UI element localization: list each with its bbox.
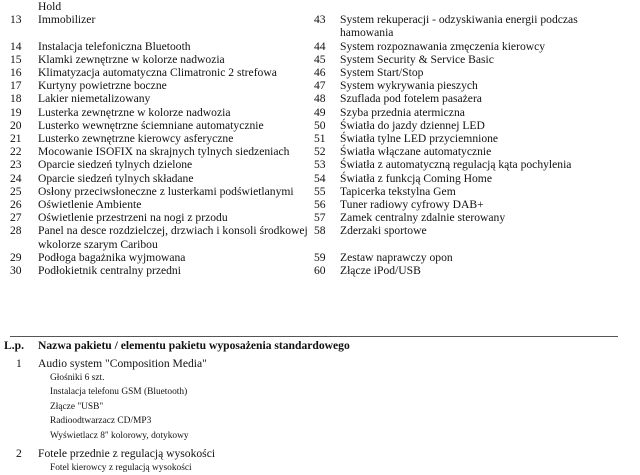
item-number: 24	[10, 171, 22, 185]
table-row	[0, 132, 620, 145]
item-label: Zderzaki sportowe	[340, 224, 427, 238]
table-row	[0, 264, 620, 277]
item-number: 19	[10, 105, 22, 119]
table-row	[0, 79, 620, 92]
table-row	[0, 92, 620, 105]
package-subitem: Fotel kierowcy z regulacją wysokości	[50, 463, 192, 474]
package-item	[0, 447, 620, 461]
item-label: Światła tylne LED przyciemnione	[340, 132, 499, 146]
item-label: Lusterko zewnętrzne kierowcy asferyczne	[38, 132, 234, 146]
package-subitem: Radioodtwarzacz CD/MP3	[50, 416, 152, 427]
table-row	[0, 106, 620, 119]
item-number: 29	[10, 250, 22, 264]
table-row	[0, 13, 620, 39]
item-number: 15	[10, 52, 22, 66]
item-number: 48	[314, 92, 326, 106]
table-row	[0, 119, 620, 132]
item-label: Tuner radiowy cyfrowy DAB+	[340, 198, 484, 212]
item-label: Oświetlenie przestrzeni na nogi z przodu	[38, 211, 228, 225]
table-row	[0, 40, 620, 53]
item-label: Podłokietnik centralny przedni	[38, 264, 181, 278]
package-subitem: Instalacja telefonu GSM (Bluetooth)	[50, 387, 188, 398]
item-label: Oświetlenie Ambiente	[38, 198, 142, 212]
item-number: 60	[314, 264, 326, 278]
item-label: System rozpoznawania zmęczenia kierowcy	[340, 39, 546, 53]
item-number: 53	[314, 158, 326, 172]
item-number: 30	[10, 264, 22, 278]
item-label: Światła włączane automatycznie	[340, 145, 492, 159]
package-item	[0, 357, 620, 371]
item-number: 45	[314, 52, 326, 66]
package-number: 2	[16, 447, 22, 461]
package-subitem: Złącze "USB"	[50, 401, 104, 412]
item-label: Kurtyny powietrzne boczne	[38, 79, 167, 93]
table-row	[0, 172, 620, 185]
table-row	[0, 198, 620, 211]
package-name: Fotele przednie z regulacją wysokości	[38, 447, 216, 461]
item-label: System Security & Service Basic	[340, 52, 494, 66]
item-label: Mocowanie ISOFIX na skrajnych tylnych siedzeniach	[38, 145, 290, 159]
item-number: 43	[314, 13, 326, 27]
item-number: 56	[314, 198, 326, 212]
item-number: 54	[314, 171, 326, 185]
table-divider	[10, 336, 618, 337]
item-number: 13	[10, 13, 22, 27]
item-label: System wykrywania pieszych	[340, 79, 478, 93]
item-number: 57	[314, 211, 326, 225]
package-section	[0, 339, 620, 475]
item-number: 25	[10, 184, 22, 198]
package-subitem: Wyświetlacz 8" kolorowy, dotykowy	[50, 430, 189, 441]
item-label: Panel na desce rozdzielczej, drzwiach i konsoli środkowej wkolorze szarym Caribou	[38, 224, 308, 251]
table-row	[0, 211, 620, 224]
item-label: Osłony przeciwsłoneczne z lusterkami podświetlanymi	[38, 184, 294, 198]
item-number: 49	[314, 105, 326, 119]
item-number: 52	[314, 145, 326, 159]
item-number: 27	[10, 211, 22, 225]
table-row	[0, 224, 620, 250]
item-number: 21	[10, 132, 22, 146]
item-number: 50	[314, 118, 326, 132]
item-number: 47	[314, 79, 326, 93]
item-number: 22	[10, 145, 22, 159]
table-row	[0, 66, 620, 79]
item-label: Lusterka zewnętrzne w kolorze nadwozia	[38, 105, 231, 119]
table-row	[0, 145, 620, 158]
table-row	[0, 158, 620, 171]
item-number: 28	[10, 224, 22, 238]
item-label: Lakier niemetalizowany	[38, 92, 151, 106]
item-label: Podłoga bagażnika wyjmowana	[38, 250, 186, 264]
header-name: Nazwa pakietu / elementu pakietu wyposażenia standardowego	[38, 339, 350, 352]
item-label: Światła z funkcją Coming Home	[340, 171, 492, 185]
item-label: Klimatyzacja automatyczna Climatronic 2 strefowa	[38, 66, 277, 80]
item-label: Złącze iPod/USB	[340, 264, 421, 278]
item-label: System rekuperacji - odzyskiwania energii podczas hamowania	[340, 13, 578, 40]
item-label: Zamek centralny zdalnie sterowany	[340, 211, 506, 225]
item-label: Immobilizer	[38, 13, 96, 27]
package-header	[0, 339, 620, 353]
item-label: Tapicerka tekstylna Gem	[340, 184, 456, 198]
package-name: Audio system "Composition Media"	[38, 357, 207, 370]
item-number: 44	[314, 39, 326, 53]
item-number: 23	[10, 158, 22, 172]
item-number: 14	[10, 39, 22, 53]
item-number: 55	[314, 184, 326, 198]
table-row	[0, 53, 620, 66]
item-number: 17	[10, 79, 22, 93]
item-label: Klamki zewnętrzne w kolorze nadwozia	[38, 52, 225, 66]
item-label: Oparcie siedzeń tylnych dzielone	[38, 158, 193, 172]
item-number: 20	[10, 118, 22, 132]
item-number: 26	[10, 198, 22, 212]
item-number: 18	[10, 92, 22, 106]
package-number: 1	[16, 357, 22, 370]
package-subitem: Głośniki 6 szt.	[50, 373, 105, 383]
item-number: 58	[314, 224, 326, 238]
item-label: Zestaw naprawczy opon	[340, 250, 453, 264]
item-label: System Start/Stop	[340, 66, 424, 80]
item-label: Oparcie siedzeń tylnych składane	[38, 171, 194, 185]
item-label: Szuflada pod fotelem pasażera	[340, 92, 482, 106]
item-number: 51	[314, 132, 326, 146]
item-number: 46	[314, 66, 326, 80]
table-row	[0, 251, 620, 264]
item-label: Szyba przednia atermiczna	[340, 105, 465, 119]
item-number: 59	[314, 250, 326, 264]
item-label: Instalacja telefoniczna Bluetooth	[38, 39, 191, 53]
item-label: Lusterko wewnętrzne ściemniane automatycznie	[38, 118, 264, 132]
package-list	[0, 357, 620, 475]
item-number: 16	[10, 66, 22, 80]
table-row	[0, 185, 620, 198]
item-label: Światła do jazdy dziennej LED	[340, 118, 485, 132]
top-fragment: Hold	[38, 0, 62, 13]
table-row-fragment	[0, 0, 620, 13]
header-lp: L.p.	[4, 339, 24, 352]
item-label: Światła z automatyczną regulacją kąta pochylenia	[340, 158, 572, 172]
